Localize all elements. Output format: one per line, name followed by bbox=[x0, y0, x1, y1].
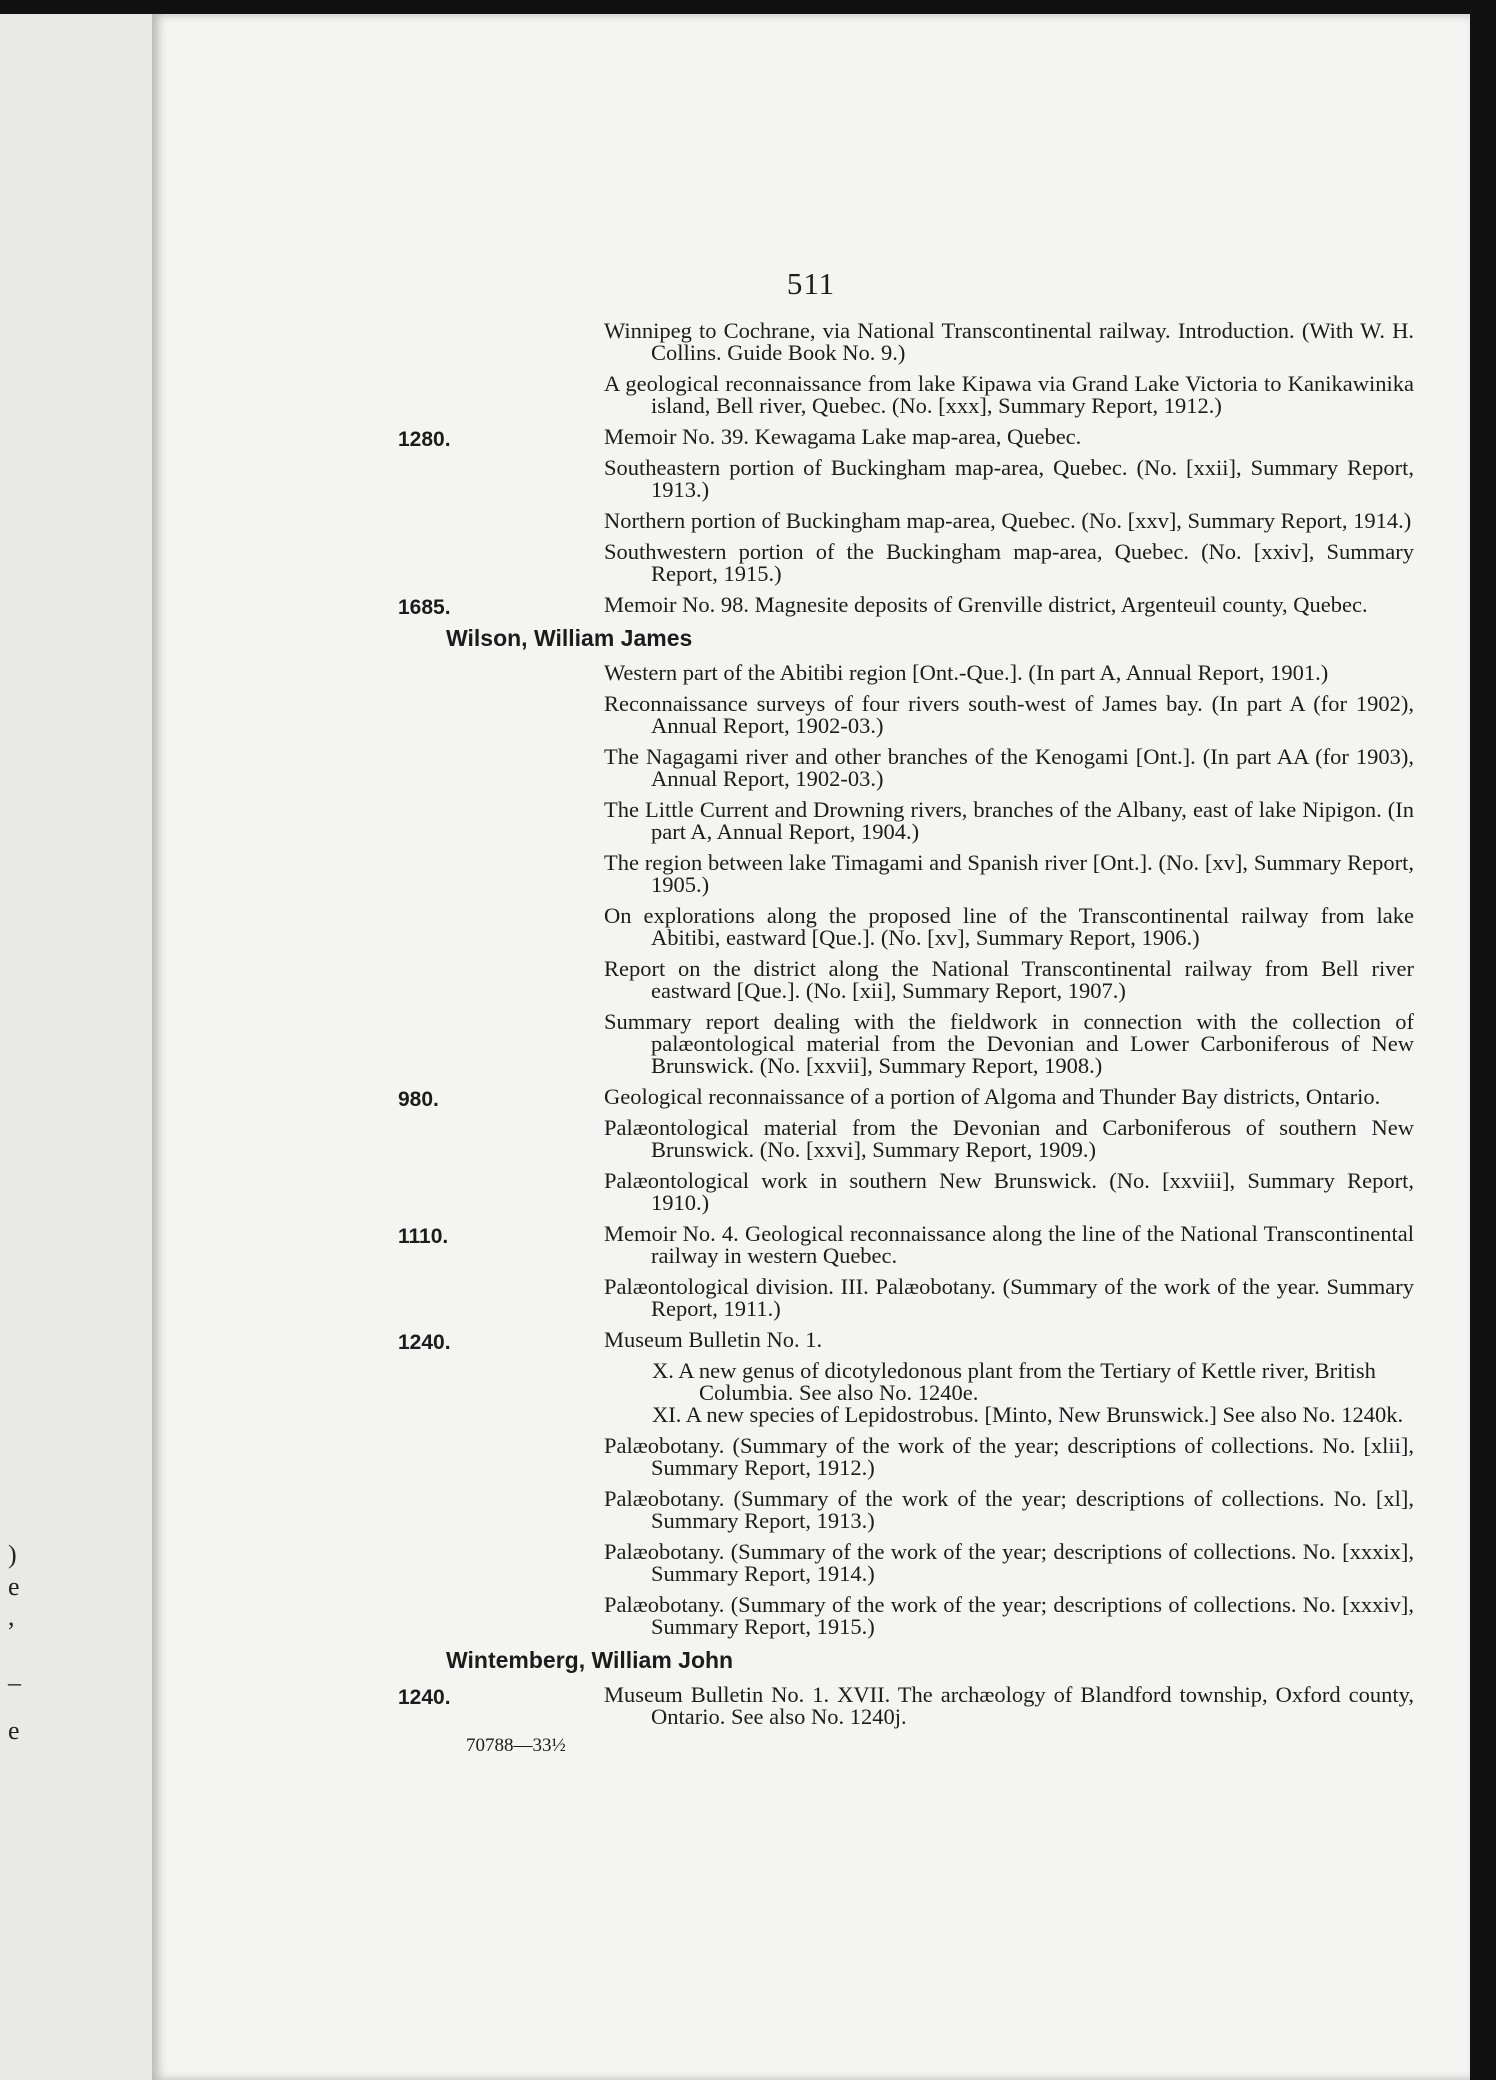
edge-mark: e bbox=[8, 1572, 20, 1601]
bibliography-entry bbox=[452, 1541, 1414, 1585]
bibliography-entry bbox=[452, 1117, 1414, 1161]
entry-list-wilson bbox=[398, 660, 1414, 1354]
entry-text: Summary report dealing with the fieldwork in connection with the collection of palæontological material from the Devonian and Lower Carboniferous of New Brunswick. (No. [xxvii], Summary Report, 1908.) bbox=[604, 1009, 1414, 1078]
catalogue-number: 1240. bbox=[398, 1686, 451, 1709]
bibliography-entry bbox=[452, 662, 1414, 684]
bibliography-entry bbox=[398, 592, 1414, 619]
author-heading-wilson: Wilson, William James bbox=[446, 625, 693, 651]
catalogue-number: 980. bbox=[398, 1088, 439, 1111]
bibliography-entry bbox=[398, 1221, 1414, 1268]
catalogue-number: 1110. bbox=[398, 1225, 449, 1248]
bibliography-entry bbox=[452, 373, 1414, 417]
bibliography-entry bbox=[452, 1488, 1414, 1532]
entry-text: Winnipeg to Cochrane, via National Transcontinental railway. Introduction. (With W. H. Collins. Guide Book No. 9.) bbox=[604, 318, 1414, 365]
entry-text: Palæobotany. (Summary of the work of the year; descriptions of collections. No. [xl], Summary Report, 1913.) bbox=[604, 1486, 1414, 1533]
entry-text: Southeastern portion of Buckingham map-area, Quebec. (No. [xxii], Summary Report, 1913.) bbox=[604, 455, 1414, 502]
museum-subentry: X. A new genus of dicotyledonous plant from the Tertiary of Kettle river, British Columbia. See also No. 1240e. bbox=[652, 1358, 1376, 1405]
edge-mark: ) bbox=[8, 1540, 17, 1569]
document-page bbox=[152, 14, 1470, 2080]
bibliography-entry bbox=[398, 424, 1414, 451]
entry-text: The Little Current and Drowning rivers, branches of the Albany, east of lake Nipigon. (In part A, Annual Report, 1904.) bbox=[604, 797, 1414, 844]
entry-text: Western part of the Abitibi region [Ont.-Que.]. (In part A, Annual Report, 1901.) bbox=[604, 660, 1329, 685]
entry-text: Palæobotany. (Summary of the work of the year; descriptions of collections. No. [xxxiv], Summary Report, 1915.) bbox=[604, 1592, 1414, 1639]
entry-text: Southwestern portion of the Buckingham map-area, Quebec. (No. [xxiv], Summary Report, 1915.) bbox=[604, 539, 1414, 586]
entry-text: Memoir No. 4. Geological reconnaissance along the line of the National Transcontinental railway in western Quebec. bbox=[604, 1221, 1414, 1268]
printer-signature: 70788—33½ bbox=[466, 1735, 566, 1756]
entry-text: Palæontological division. III. Palæobotany. (Summary of the work of the year. Summary Report, 1911.) bbox=[604, 1274, 1414, 1321]
entry-text: Memoir No. 39. Kewagama Lake map-area, Quebec. bbox=[604, 424, 1082, 449]
edge-mark: – bbox=[8, 1668, 21, 1697]
bibliography-entry bbox=[452, 1170, 1414, 1214]
bibliography-entry bbox=[398, 1327, 1414, 1354]
page-number: 511 bbox=[786, 266, 836, 301]
entry-text: Reconnaissance surveys of four rivers south-west of James bay. (In part A (for 1902), Annual Report, 1902-03.) bbox=[604, 691, 1414, 738]
bibliography-entry bbox=[398, 1682, 1414, 1729]
bibliography-entry bbox=[452, 1011, 1414, 1077]
bibliography-content bbox=[398, 318, 1414, 1757]
bibliography-entry bbox=[452, 746, 1414, 790]
entry-text: A geological reconnaissance from lake Kipawa via Grand Lake Victoria to Kanikawinika island, Bell river, Quebec. (No. [xxx], Summary Report, 1912.) bbox=[604, 371, 1414, 418]
entry-text: The region between lake Timagami and Spanish river [Ont.]. (No. [xv], Summary Report, 1905.) bbox=[604, 850, 1414, 897]
bibliography-entry bbox=[452, 1435, 1414, 1479]
entry-text: Northern portion of Buckingham map-area, Quebec. (No. [xxv], Summary Report, 1914.) bbox=[604, 508, 1412, 533]
entry-text: On explorations along the proposed line of the Transcontinental railway from lake Abitibi, eastward [Que.]. (No. [xv], Summary Report, 1906.) bbox=[604, 903, 1414, 950]
bibliography-entry bbox=[452, 320, 1414, 364]
bibliography-entry bbox=[452, 457, 1414, 501]
bibliography-entry bbox=[452, 1594, 1414, 1638]
entry-list-palaeobotany bbox=[452, 1435, 1414, 1638]
author-heading-wintemberg: Wintemberg, William John bbox=[446, 1647, 734, 1673]
entry-text: Palæobotany. (Summary of the work of the year; descriptions of collections. No. [xxxix], Summary Report, 1914.) bbox=[604, 1539, 1414, 1586]
entry-text: Museum Bulletin No. 1. bbox=[604, 1327, 823, 1352]
entry-text: Museum Bulletin No. 1. XVII. The archæology of Blandford township, Oxford county, Ontario. See also No. 1240j. bbox=[604, 1682, 1414, 1729]
bibliography-entry bbox=[398, 1084, 1414, 1111]
bibliography-entry bbox=[452, 541, 1414, 585]
catalogue-number: 1280. bbox=[398, 428, 451, 451]
bibliography-entry bbox=[452, 1276, 1414, 1320]
entry-text: Palæobotany. (Summary of the work of the year; descriptions of collections. No. [xlii], Summary Report, 1912.) bbox=[604, 1433, 1414, 1480]
bibliography-entry bbox=[452, 510, 1414, 532]
entry-text: The Nagagami river and other branches of the Kenogami [Ont.]. (In part AA (for 1903), Annual Report, 1902-03.) bbox=[604, 744, 1414, 791]
bibliography-entry bbox=[452, 958, 1414, 1002]
edge-mark: e bbox=[8, 1716, 20, 1745]
bibliography-entry bbox=[452, 852, 1414, 896]
entry-text: Geological reconnaissance of a portion of Algoma and Thunder Bay districts, Ontario. bbox=[604, 1084, 1381, 1109]
bibliography-entry bbox=[452, 905, 1414, 949]
entry-text: Memoir No. 98. Magnesite deposits of Grenville district, Argenteuil county, Quebec. bbox=[604, 592, 1368, 617]
edge-mark: , bbox=[8, 1602, 15, 1631]
entry-list-wintemberg bbox=[398, 1682, 1414, 1729]
bibliography-entry bbox=[452, 799, 1414, 843]
entry-text: Palæontological material from the Devonian and Carboniferous of southern New Brunswick. (No. [xxvi], Summary Report, 1909.) bbox=[604, 1115, 1414, 1162]
entry-list-top bbox=[398, 318, 1414, 619]
catalogue-number: 1240. bbox=[398, 1331, 451, 1354]
museum-subentry: XI. A new species of Lepidostrobus. [Minto, New Brunswick.] See also No. 1240k. bbox=[652, 1402, 1404, 1427]
entry-text: Palæontological work in southern New Brunswick. (No. [xxviii], Summary Report, 1910.) bbox=[604, 1168, 1414, 1215]
catalogue-number: 1685. bbox=[398, 596, 451, 619]
bibliography-entry bbox=[452, 693, 1414, 737]
entry-text: Report on the district along the National Transcontinental railway from Bell river eastward [Que.]. (No. [xii], Summary Report, 1907.) bbox=[604, 956, 1414, 1003]
facing-page-edge bbox=[0, 14, 164, 2080]
museum-bulletin-subentries bbox=[452, 1360, 1414, 1426]
